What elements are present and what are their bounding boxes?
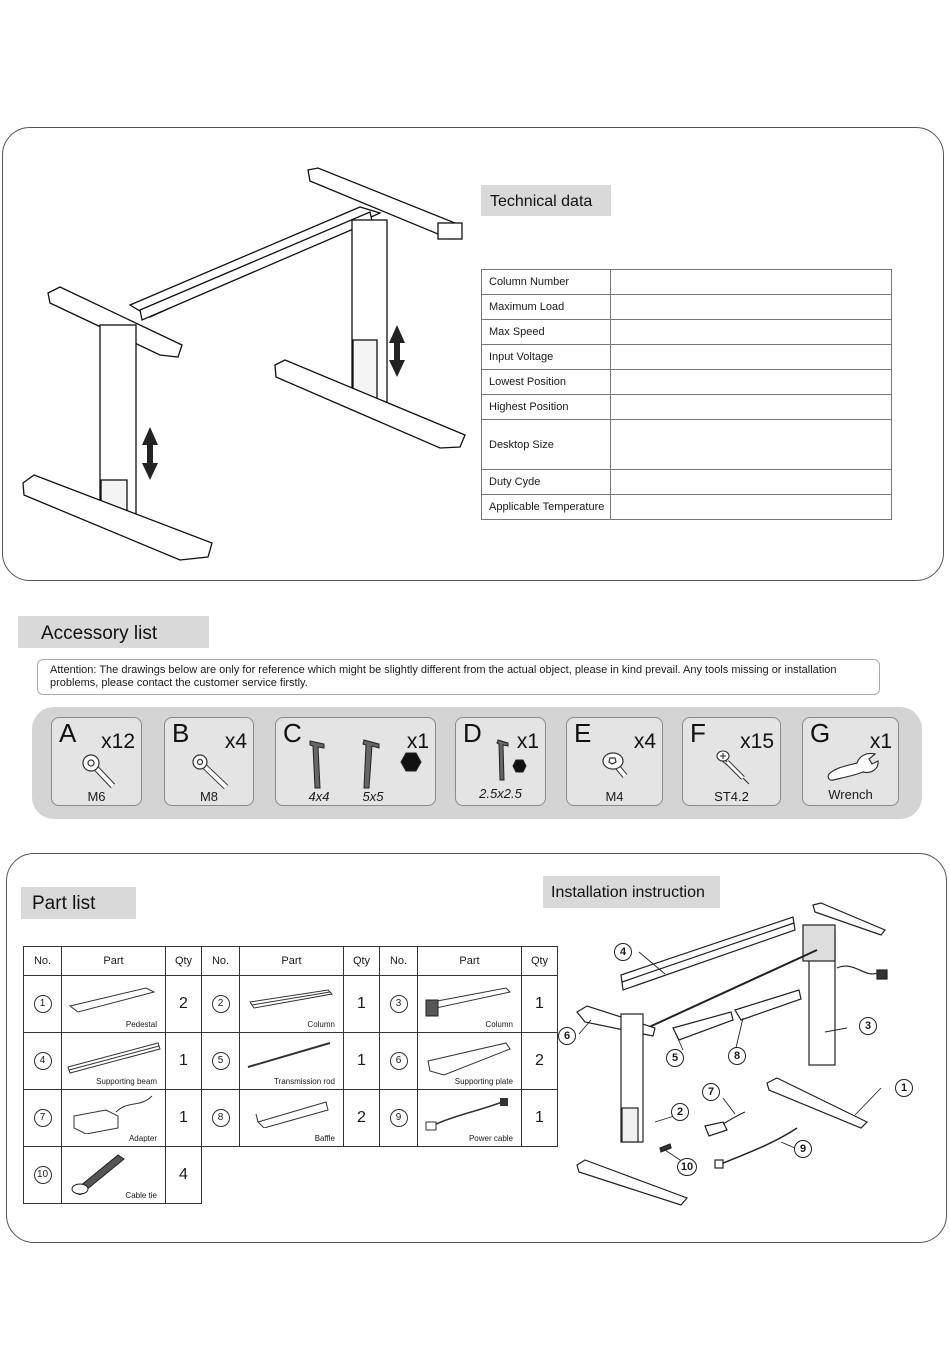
attention-note: Attention: The drawings below are only for reference which might be slightly different from the actual object, please in kind prevail. Any tools missing or installation problems, please contact the customer service firstly. — [37, 659, 880, 695]
part-cell — [62, 1090, 166, 1147]
accessory-e — [566, 717, 663, 806]
col-qty: Qty — [522, 947, 558, 976]
accessory-d — [455, 717, 546, 806]
part-number: 8 — [212, 1109, 230, 1127]
part-list-table — [23, 946, 558, 1204]
pedestal-drawing — [66, 980, 158, 1014]
col-no: No. — [380, 947, 418, 976]
accessory-letter: D — [463, 718, 482, 748]
allen-key-icon — [306, 738, 426, 792]
tech-row — [482, 495, 892, 520]
accessory-spec: 5x5 — [362, 789, 384, 804]
tech-value — [611, 420, 892, 470]
accessory-qty: x4 — [224, 730, 247, 753]
part-qty: 1 — [357, 1052, 366, 1069]
col-no: No. — [24, 947, 62, 976]
hex-socket-screw-icon — [190, 752, 232, 792]
col-part: Part — [418, 947, 522, 976]
part-name: Adapter — [128, 1134, 157, 1143]
accessory-g — [802, 717, 899, 806]
col-part: Part — [240, 947, 344, 976]
tech-row — [482, 295, 892, 320]
tech-label: Max Speed — [482, 320, 611, 345]
accessory-list-title: Accessory list — [18, 616, 209, 648]
part-number: 5 — [212, 1052, 230, 1070]
hex-socket-screw-icon — [80, 752, 120, 792]
callout-10: 10 — [677, 1158, 697, 1176]
supporting-beam-drawing — [66, 1037, 162, 1075]
accessory-qty: x1 — [406, 730, 429, 753]
accessory-spec: ST4.2 — [714, 789, 749, 804]
tech-label: Input Voltage — [482, 345, 611, 370]
callout-3: 3 — [859, 1017, 877, 1035]
col-no: No. — [202, 947, 240, 976]
adapter-drawing — [66, 1094, 158, 1134]
part-cell — [418, 976, 522, 1033]
accessory-spec: 4x4 — [308, 789, 330, 804]
part-qty: 2 — [179, 995, 188, 1012]
accessory-letter: B — [172, 718, 190, 748]
callout-7: 7 — [702, 1083, 720, 1101]
tech-label: Highest Position — [482, 395, 611, 420]
part-number: 9 — [390, 1109, 408, 1127]
part-qty: 4 — [179, 1166, 188, 1183]
allen-key-icon — [494, 738, 534, 784]
part-number: 2 — [212, 995, 230, 1013]
part-name: Column — [307, 1020, 335, 1029]
part-cell — [62, 976, 166, 1033]
column-drawing — [244, 980, 336, 1014]
button-head-screw-icon — [601, 748, 633, 782]
accessory-letter: E — [574, 718, 592, 748]
accessory-spec: Wrench — [828, 787, 873, 802]
accessory-spec: M6 — [87, 789, 106, 804]
part-qty: 2 — [535, 1052, 544, 1069]
col-part: Part — [62, 947, 166, 976]
callout-2: 2 — [671, 1103, 689, 1121]
part-cell — [240, 1090, 344, 1147]
part-qty: 1 — [179, 1109, 188, 1126]
transmission-rod-drawing — [244, 1037, 336, 1071]
table-row — [24, 1147, 558, 1204]
tech-label: Duty Cyde — [482, 470, 611, 495]
part-cell — [418, 1090, 522, 1147]
callout-9: 9 — [794, 1140, 812, 1158]
tech-value — [611, 345, 892, 370]
accessory-qty: x15 — [740, 730, 774, 753]
part-name: Supporting beam — [96, 1077, 157, 1086]
part-name: Supporting plate — [454, 1077, 513, 1086]
tech-row — [482, 370, 892, 395]
technical-data-title: Technical data — [481, 185, 611, 216]
tech-label: Desktop Size — [482, 420, 611, 470]
part-name: Power cable — [468, 1134, 513, 1143]
part-name: Column — [485, 1020, 513, 1029]
part-cell — [62, 1033, 166, 1090]
part-cell — [418, 1033, 522, 1090]
part-name: Baffle — [314, 1134, 335, 1143]
accessory-letter: F — [690, 718, 706, 748]
part-list-title: Part list — [21, 887, 136, 919]
part-qty: 1 — [535, 995, 544, 1012]
tech-value — [611, 295, 892, 320]
tech-label: Lowest Position — [482, 370, 611, 395]
part-number: 6 — [390, 1052, 408, 1070]
tech-value — [611, 370, 892, 395]
baffle-drawing — [244, 1094, 336, 1128]
part-qty: 1 — [357, 995, 366, 1012]
accessory-letter: G — [810, 718, 831, 748]
tech-label: Column Number — [482, 270, 611, 295]
part-qty: 1 — [535, 1109, 544, 1126]
accessory-f — [682, 717, 781, 806]
accessory-spec: M4 — [605, 789, 624, 804]
part-name: Cable tie — [125, 1191, 157, 1200]
accessory-letter: C — [283, 718, 302, 748]
tech-label: Maximum Load — [482, 295, 611, 320]
wrench-icon — [825, 748, 881, 782]
part-name: Pedestal — [125, 1020, 157, 1029]
accessory-c — [275, 717, 436, 806]
power-cable-drawing — [422, 1094, 514, 1134]
tech-value — [611, 270, 892, 295]
accessory-b — [164, 717, 254, 806]
part-number: 7 — [34, 1109, 52, 1127]
accessory-qty: x4 — [633, 730, 656, 753]
tech-label: Applicable Temperature — [482, 495, 611, 520]
accessory-qty: x1 — [869, 730, 892, 753]
wood-screw-icon — [715, 748, 755, 788]
table-row — [24, 1090, 558, 1147]
col-qty: Qty — [166, 947, 202, 976]
part-number: 10 — [34, 1166, 52, 1184]
part-cell — [240, 1033, 344, 1090]
table-row — [24, 976, 558, 1033]
table-row — [24, 1033, 558, 1090]
accessory-qty: x1 — [516, 730, 539, 753]
accessory-a — [51, 717, 142, 806]
col-qty: Qty — [344, 947, 380, 976]
accessory-qty: x12 — [101, 730, 135, 753]
accessory-spec: 2.5x2.5 — [479, 786, 522, 801]
part-cell — [240, 976, 344, 1033]
desk-frame-drawing — [20, 165, 470, 570]
tech-row — [482, 320, 892, 345]
part-qty: 2 — [357, 1109, 366, 1126]
callout-4: 4 — [614, 943, 632, 961]
supporting-plate-drawing — [422, 1037, 514, 1077]
tech-row — [482, 345, 892, 370]
accessory-letter: A — [59, 718, 77, 748]
motor-column-drawing — [422, 980, 514, 1018]
part-number: 3 — [390, 995, 408, 1013]
tech-row — [482, 270, 892, 295]
tech-value — [611, 470, 892, 495]
table-header-row — [24, 947, 558, 976]
installation-title: Installation instruction — [543, 876, 720, 908]
callout-1: 1 — [895, 1079, 913, 1097]
tech-value — [611, 495, 892, 520]
tech-row — [482, 395, 892, 420]
part-cell — [62, 1147, 166, 1204]
part-number: 1 — [34, 995, 52, 1013]
callout-6: 6 — [558, 1027, 576, 1045]
technical-data-table — [481, 269, 892, 520]
accessory-spec: M8 — [199, 789, 219, 804]
part-name: Transmission rod — [273, 1077, 335, 1086]
part-qty: 1 — [179, 1052, 188, 1069]
tech-value — [611, 395, 892, 420]
tech-row — [482, 420, 892, 470]
callout-8: 8 — [728, 1047, 746, 1065]
part-number: 4 — [34, 1052, 52, 1070]
cable-tie-drawing — [66, 1151, 158, 1195]
tech-row — [482, 470, 892, 495]
tech-value — [611, 320, 892, 345]
callout-5: 5 — [666, 1049, 684, 1067]
